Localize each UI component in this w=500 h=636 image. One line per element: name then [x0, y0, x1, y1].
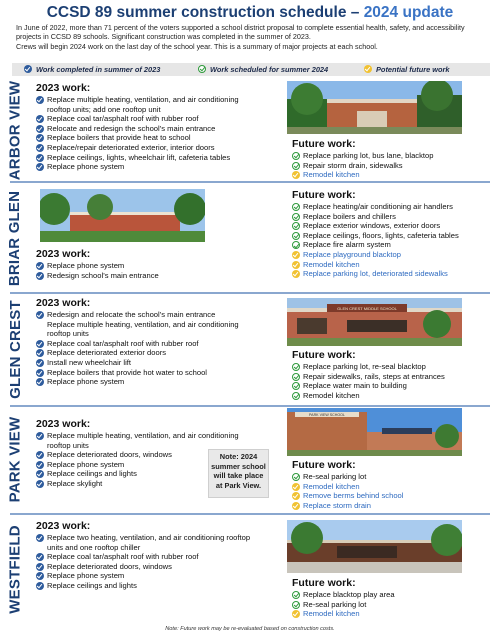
page-title	[0, 4, 500, 22]
list-item: Replace coal tar/asphalt roof with rubber roof	[36, 552, 288, 562]
check-circle-outline-icon	[292, 213, 300, 221]
list-item: Remodel kitchen	[292, 260, 497, 270]
list-item: Replace exterior windows, exterior doors	[292, 221, 497, 231]
intro-text	[16, 23, 488, 51]
list-item: Install new wheelchair lift	[36, 358, 288, 368]
section-divider	[10, 292, 490, 294]
check-circle-icon	[36, 359, 44, 367]
park-view-photo	[287, 408, 462, 456]
check-circle-icon	[36, 262, 44, 270]
list-item: Replace phone system	[36, 261, 286, 271]
check-circle-icon	[36, 451, 44, 459]
check-circle-yellow-icon	[292, 610, 300, 618]
list-item: Redesign and relocate the school’s main entrance	[36, 310, 288, 320]
check-circle-yellow-icon	[292, 492, 300, 500]
check-circle-outline-icon	[292, 601, 300, 609]
check-circle-icon	[36, 432, 44, 440]
list-item: Repair sidewalks, rails, steps at entrances	[292, 372, 492, 382]
check-circle-yellow-icon	[292, 502, 300, 510]
school-label-westfield: WESTFIELD	[6, 524, 24, 614]
check-circle-icon	[36, 144, 44, 152]
check-circle-outline-icon	[292, 473, 300, 481]
school-label-briar-glen: BRIAR GLEN	[6, 190, 24, 286]
check-circle-icon	[36, 582, 44, 590]
arbor-view-2023-work	[36, 82, 286, 172]
check-circle-icon	[36, 272, 44, 280]
list-item: Replace phone system	[36, 460, 288, 470]
glen-crest-photo	[287, 298, 462, 346]
check-circle-outline-icon	[292, 373, 300, 381]
check-circle-yellow-icon	[364, 65, 372, 73]
list-item: rooftop units	[47, 329, 89, 339]
list-item: Replace multiple heating, ventilation, and air conditioning	[47, 319, 239, 329]
arbor-view-photo	[287, 81, 462, 134]
list-item: Replace boilers and chillers	[292, 212, 497, 222]
future-heading: Future work:	[292, 349, 356, 361]
list-item: Replace two heating, ventilation, and air conditioning rooftop	[36, 533, 288, 543]
work-heading: 2023 work:	[36, 418, 91, 430]
work-heading: 2023 work:	[36, 297, 91, 309]
list-item: Remodel kitchen	[292, 609, 492, 619]
check-circle-icon	[36, 115, 44, 123]
list-item: Replace fire alarm system	[292, 240, 497, 250]
check-circle-outline-icon	[292, 382, 300, 390]
westfield-future-work	[292, 577, 492, 619]
list-item: Replace parking lot, bus lane, blacktop	[292, 151, 492, 161]
school-label-park-view: PARK VIEW	[6, 416, 24, 502]
check-circle-icon	[36, 340, 44, 348]
glen-crest-2023-work	[36, 297, 288, 387]
check-circle-icon	[36, 378, 44, 386]
list-item: Replace heating/air conditioning air handlers	[292, 202, 497, 212]
list-item: Replace storm drain	[292, 501, 492, 511]
check-circle-icon	[36, 311, 44, 319]
briar-glen-2023-work	[36, 248, 286, 280]
check-circle-outline-icon	[292, 203, 300, 211]
work-heading: 2023 work:	[36, 82, 91, 94]
list-item: Replace coal tar/asphalt roof with rubber roof	[36, 339, 288, 349]
check-circle-outline-icon	[292, 162, 300, 170]
list-item: Remove berms behind school	[292, 491, 492, 501]
title-highlight: 2024 update	[363, 4, 454, 21]
check-circle-icon	[36, 553, 44, 561]
check-circle-yellow-icon	[292, 171, 300, 179]
list-item: Replace ceilings and lights	[36, 581, 288, 591]
list-item: Replace skylight	[36, 479, 288, 489]
school-label-arbor-view: ARBOR VIEW	[6, 80, 24, 180]
section-divider	[10, 405, 490, 407]
list-item: Replace deteriorated doors, windows	[36, 450, 288, 460]
check-circle-icon	[36, 563, 44, 571]
check-circle-icon	[36, 134, 44, 142]
footnote: Note: Future work may be re-evaluated based on construction costs.	[165, 626, 335, 632]
list-item: Remodel kitchen	[292, 170, 492, 180]
park-view-sign: PARK VIEW SCHOOL	[309, 413, 345, 417]
briar-glen-photo	[40, 189, 205, 242]
future-heading: Future work:	[292, 459, 356, 471]
list-item: units and one rooftop chiller	[47, 542, 141, 552]
check-circle-outline-icon	[292, 152, 300, 160]
section-divider	[10, 513, 490, 515]
future-heading: Future work:	[292, 138, 356, 150]
list-item: Re-seal parking lot	[292, 472, 492, 482]
list-item: Replace phone system	[36, 377, 288, 387]
future-heading: Future work:	[292, 189, 356, 201]
intro-paragraph-2: Crews will begin 2024 work on the last day of the school year. This is a summary of major projects at each school.	[16, 41, 378, 51]
check-circle-yellow-icon	[292, 483, 300, 491]
list-item: Replace/repair deteriorated exterior, interior doors	[36, 143, 286, 153]
check-circle-icon	[36, 572, 44, 580]
check-circle-icon	[24, 65, 32, 73]
check-circle-icon	[36, 349, 44, 357]
list-item: Replace playground blacktop	[292, 250, 497, 260]
list-item: Replace boilers that provide heat to school	[36, 133, 286, 143]
intro-paragraph-1: In June of 2022, more than 71 percent of the voters supported a school district proposal to complete essential health, safety, and accessibility projects in CCSD 89 schools. Significant construction was completed in the summer of 2023.	[16, 23, 465, 42]
list-item: Replace deteriorated exterior doors	[36, 348, 288, 358]
legend-bar	[12, 63, 490, 76]
check-circle-yellow-icon	[292, 251, 300, 259]
check-circle-outline-icon	[292, 222, 300, 230]
list-item: Replace coal tar/asphalt roof with rubber roof	[36, 114, 286, 124]
list-item: Remodel kitchen	[292, 391, 492, 401]
check-circle-outline-icon	[292, 591, 300, 599]
list-item: Replace phone system	[36, 162, 286, 172]
list-item: Replace ceilings and lights	[36, 469, 288, 479]
park-view-future-work	[292, 459, 492, 510]
check-circle-yellow-icon	[292, 270, 300, 278]
legend-potential: Potential future work	[364, 65, 450, 74]
glen-crest-future-work	[292, 349, 492, 400]
check-circle-icon	[36, 534, 44, 542]
legend-scheduled: Work scheduled for summer 2024	[198, 65, 328, 74]
check-circle-icon	[36, 163, 44, 171]
arbor-view-future-work	[292, 138, 492, 180]
check-circle-outline-icon	[292, 363, 300, 371]
list-item: Redesign school’s main entrance	[36, 271, 286, 281]
list-item: Replace phone system	[36, 571, 288, 581]
list-item: Replace deteriorated doors, windows	[36, 562, 288, 572]
school-label-glen-crest: GLEN CREST	[6, 299, 24, 399]
summer-school-note: Note: 2024 summer school will take place at Park View.	[208, 449, 269, 498]
list-item: Remodel kitchen	[292, 482, 492, 492]
check-circle-icon	[36, 480, 44, 488]
list-item: Re-seal parking lot	[292, 600, 492, 610]
check-circle-icon	[36, 154, 44, 162]
check-circle-icon	[36, 470, 44, 478]
list-item: Replace multiple heating, ventilation, and air conditioning	[36, 431, 288, 441]
check-circle-outline-icon	[292, 392, 300, 400]
list-item: Relocate and redesign the school’s main entrance	[36, 124, 286, 134]
title-main: CCSD 89 summer construction schedule –	[46, 4, 364, 21]
check-circle-outline-icon	[198, 65, 206, 73]
list-item: rooftop units	[47, 440, 89, 450]
legend-completed: Work completed in summer of 2023	[24, 65, 160, 74]
list-item: Replace multiple heating, ventilation, and air conditioning	[36, 95, 286, 105]
list-item: Replace ceilings, lights, wheelchair lift, cafeteria tables	[36, 153, 286, 163]
list-item: Replace boilers that provide hot water to school	[36, 368, 288, 378]
work-heading: 2023 work:	[36, 248, 91, 260]
check-circle-icon	[36, 461, 44, 469]
section-divider	[10, 181, 490, 183]
list-item: Repair storm drain, sidewalks	[292, 161, 492, 171]
list-item: Replace water main to building	[292, 381, 492, 391]
briar-glen-future-work	[292, 189, 497, 279]
list-item: Replace ceilings, floors, lights, cafeteria tables	[292, 231, 497, 241]
list-item: Replace parking lot, re-seal blacktop	[292, 362, 492, 372]
check-circle-icon	[36, 369, 44, 377]
westfield-2023-work	[36, 520, 288, 591]
check-circle-icon	[36, 96, 44, 104]
check-circle-outline-icon	[292, 241, 300, 249]
glen-crest-sign: GLEN CREST MIDDLE SCHOOL	[337, 306, 397, 311]
westfield-photo	[287, 520, 462, 573]
check-circle-outline-icon	[292, 232, 300, 240]
future-heading: Future work:	[292, 577, 356, 589]
check-circle-icon	[36, 125, 44, 133]
work-heading: 2023 work:	[36, 520, 91, 532]
list-item: Replace blacktop play area	[292, 590, 492, 600]
list-item: rooftop units; add one rooftop unit	[47, 104, 161, 114]
check-circle-yellow-icon	[292, 261, 300, 269]
list-item: Replace parking lot, deteriorated sidewalks	[292, 269, 497, 279]
